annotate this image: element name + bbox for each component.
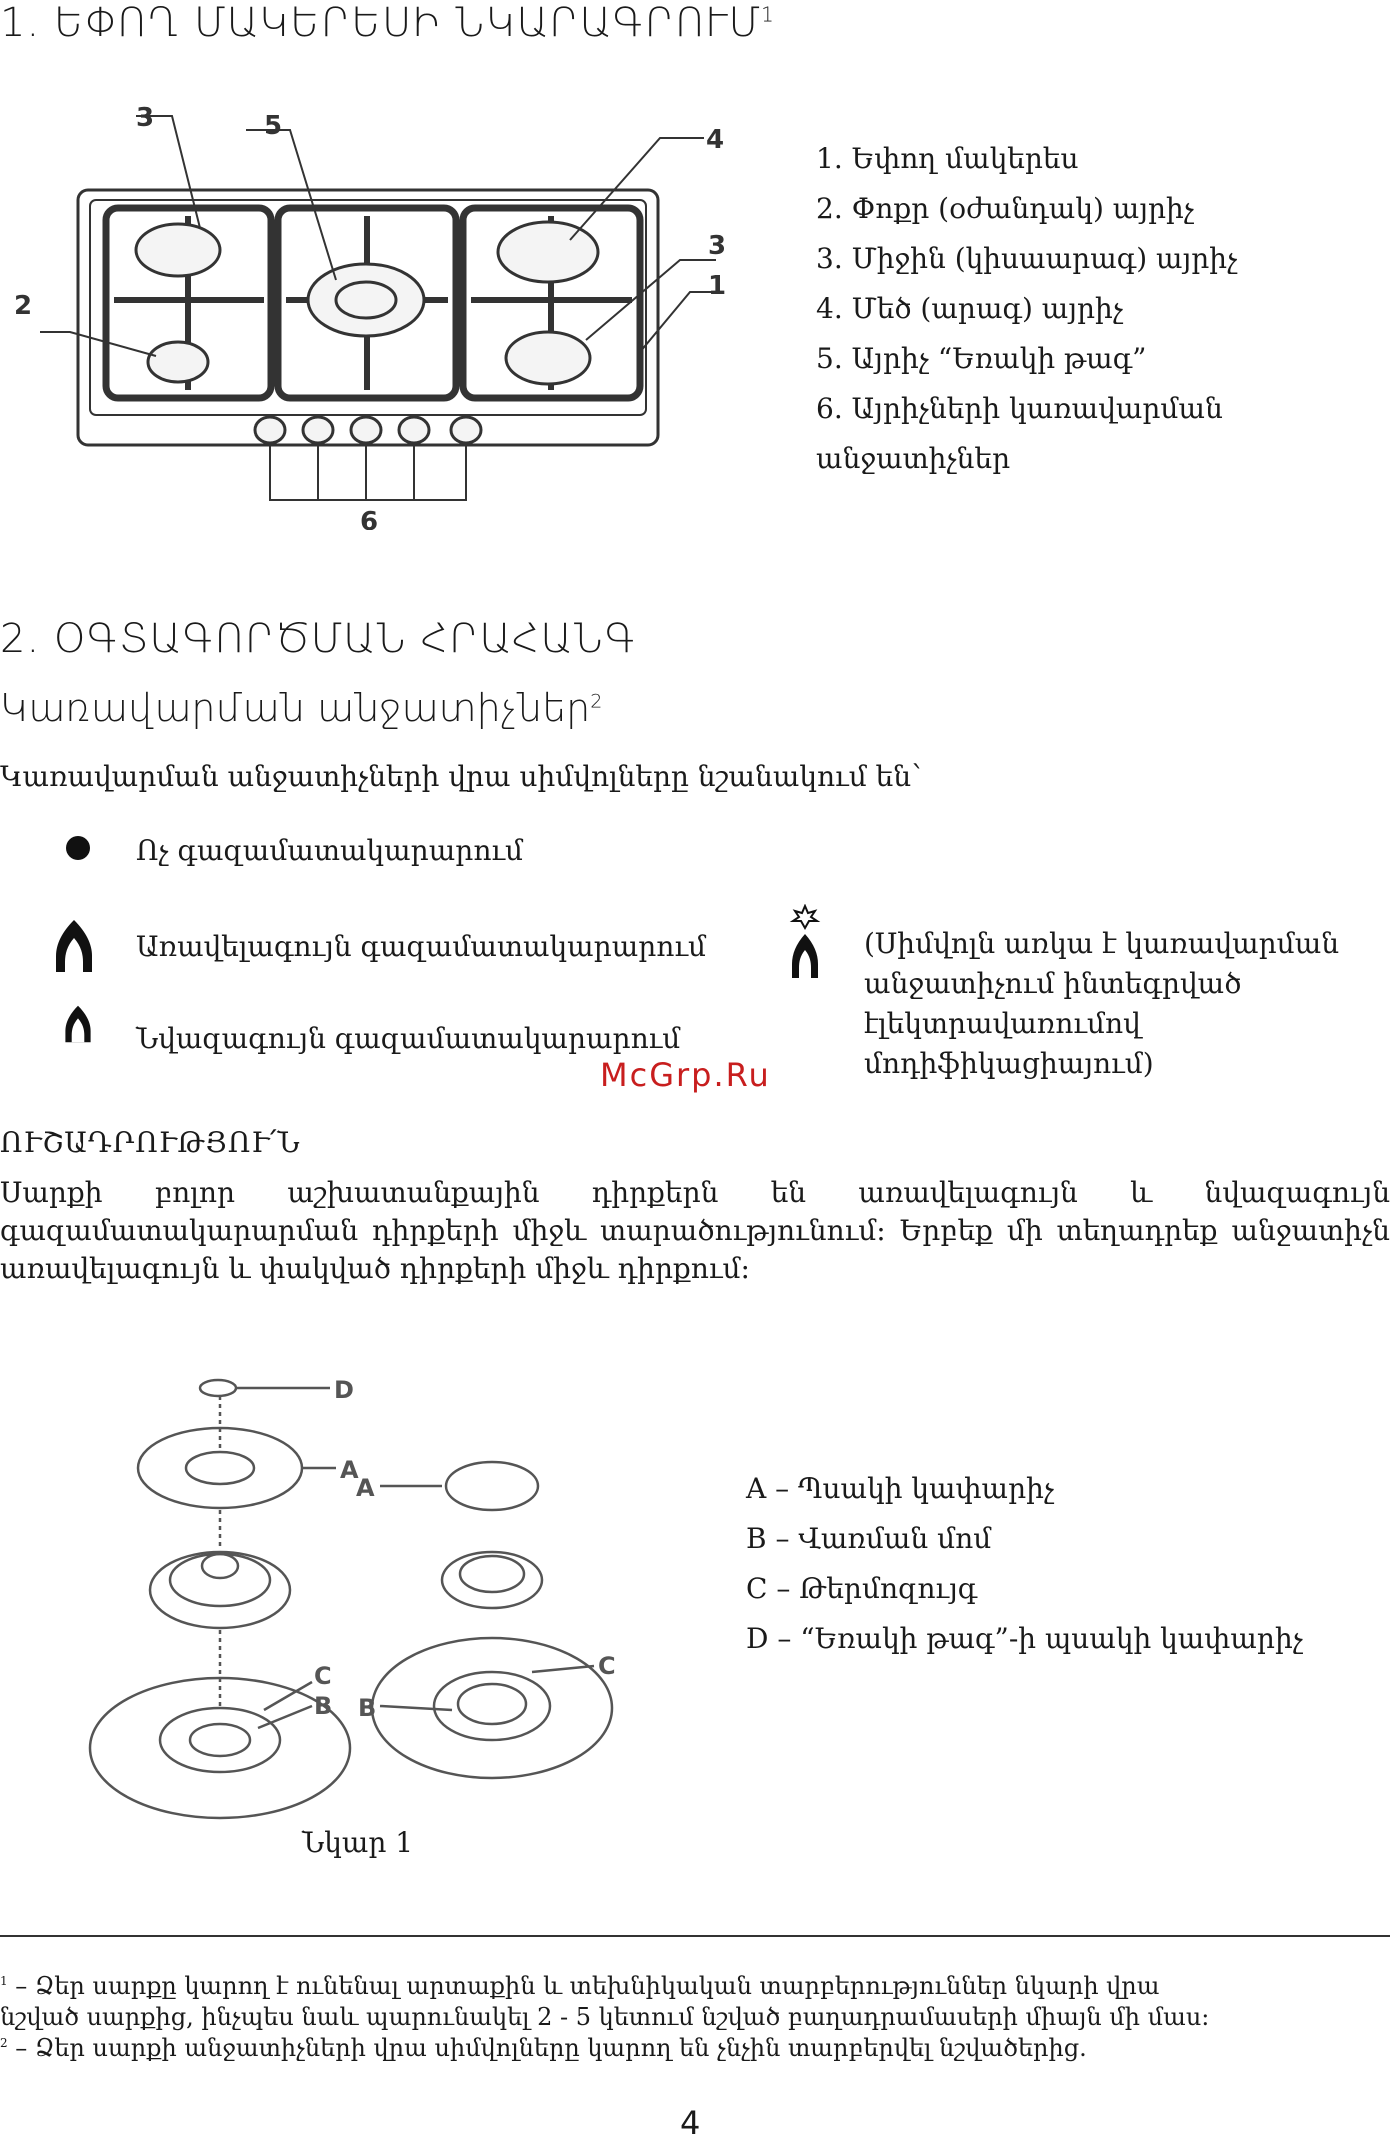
burner-diagram <box>80 1360 680 1840</box>
footnote-divider <box>0 1935 1390 1937</box>
base-left <box>90 1678 350 1818</box>
off-dot-icon <box>66 836 90 860</box>
hob-legend-item: անջատիչներ <box>816 442 1011 475</box>
callout-b-left: B <box>314 1692 333 1720</box>
hob-legend-item: 1. Եփող մակերես <box>816 142 1079 175</box>
callout-b-right: B <box>358 1694 377 1722</box>
burner-medium-right <box>506 332 590 384</box>
hob-legend-item: 2. Փոքր (օժանդակ) այրիչ <box>816 192 1195 225</box>
hob-legend-item: 6. Այրիչների կառավարման <box>816 392 1223 425</box>
callout-c-left: C <box>314 1662 332 1690</box>
burner-large <box>498 222 598 282</box>
footnote-1: $^1$ – Ձեր սարքը կարող է ունենալ արտաքին և տեխնիկական տարբերություններ նկարի վրա նշված սարքից, ինչպես նաև պարունակել 2 - 5 կետում նշված բաղադրամասերի միայն մի մաս: <box>0 1972 1210 2031</box>
callout-3-right: 3 <box>708 231 727 261</box>
section1-title: 1. ԵՓՈՂ ՄԱԿԵՐԵՍԻ ՆԿԱՐԱԳՐՈՒՄ$^1$ <box>0 0 775 46</box>
crown-right <box>442 1552 542 1608</box>
flame-large-icon <box>54 918 94 974</box>
symbol-min-label: Նվազագույն գազամատակարարում <box>136 1022 681 1055</box>
crown-left <box>150 1552 290 1628</box>
hob-legend-item: 4. Մեծ (արագ) այրիչ <box>816 292 1124 325</box>
hob-legend-item: 5. Այրիչ “Եռակի թագ” <box>816 342 1147 375</box>
attention-title: ՈՒՇԱԴՐՈՒԹՅՈՒ՛Ն <box>0 1126 301 1159</box>
crown-cap-d <box>200 1380 236 1396</box>
flame-small-icon <box>64 1004 92 1044</box>
callout-2: 2 <box>14 291 33 321</box>
burner-legend-item: C – Թերմոզույգ <box>746 1572 978 1605</box>
figure-caption: Նկար 1 <box>302 1826 414 1859</box>
burner-legend-item: D – “Եռակի թագ”-ի պսակի կափարիչ <box>746 1622 1303 1655</box>
callout-6: 6 <box>360 507 379 530</box>
symbols-intro: Կառավարման անջատիչների վրա սիմվոլները նշանակում են՝ <box>0 760 922 793</box>
callout-5: 5 <box>264 111 283 141</box>
callout-4: 4 <box>706 125 725 155</box>
callout-c-right: C <box>598 1652 616 1680</box>
callout-1: 1 <box>708 271 727 301</box>
watermark: McGrp.Ru <box>600 1056 771 1094</box>
callout-3-left: 3 <box>136 103 155 133</box>
flame-ignition-icon <box>788 904 822 980</box>
page-number: 4 <box>680 2104 701 2142</box>
hob-legend-item: 3. Միջին (կիսաարագ) այրիչ <box>816 242 1238 275</box>
burner-cap-a-right <box>446 1462 538 1510</box>
callout-a-left: A <box>340 1456 359 1484</box>
symbol-off-label: Ոչ գազամատակարարում <box>136 834 524 867</box>
attention-text: Սարքի բոլոր աշխատանքային դիրքերն են առավելագույն և նվազագույն գազամատակարարման դիրքերի միջև տարածությունում: Երբեք մի տեղադրեք անջատիչն առավելագույն և փակված դիրքերի միջև դիրքում: <box>0 1176 1390 1285</box>
callout-a-right: A <box>356 1474 375 1502</box>
burner-legend-item: A – Պսակի կափարիչ <box>746 1472 1055 1505</box>
hob-diagram <box>0 90 760 530</box>
burner-medium-left <box>136 224 220 276</box>
burner-legend <box>746 1464 1303 1664</box>
section2-subtitle: Կառավարման անջատիչներ$^2$ <box>0 686 603 730</box>
burner-legend-item: B – Վառման մոմ <box>746 1522 992 1555</box>
footnote-2: $^2$ – Ձեր սարքի անջատիչների վրա սիմվոլները կարող են չնչին տարբերվել նշվածերից. <box>0 2034 1087 2062</box>
section2-title: 2. ՕԳՏԱԳՈՐԾՄԱՆ ՀՐԱՀԱՆԳ <box>0 616 637 662</box>
callout-d: D <box>334 1376 354 1404</box>
ignition-note: (Սիմվոլն առկա է կառավարման անջատիչում ինտեգրված էլեկտրավառումով մոդիֆիկացիայում) <box>864 927 1340 1080</box>
hob-legend <box>816 134 1237 484</box>
control-knobs <box>255 417 481 443</box>
burner-small <box>148 342 208 382</box>
symbol-max-label: Առավելագույն գազամատակարարում <box>136 930 707 963</box>
